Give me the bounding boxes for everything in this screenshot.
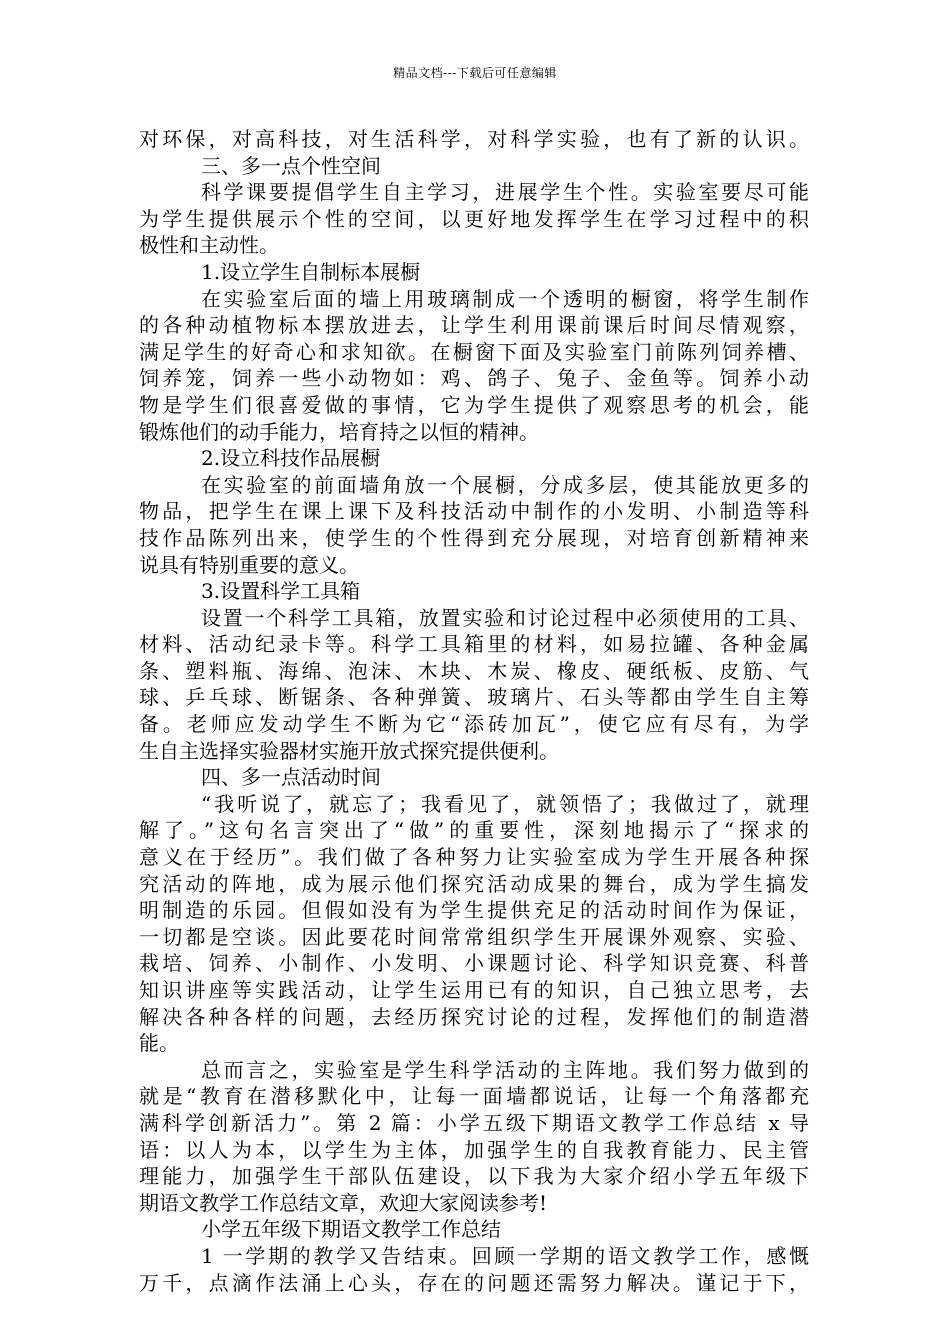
text-line: 1 一学期的教学又告结束。回顾一学期的语文教学工作，感慨	[201, 1243, 809, 1268]
text-line: 总而言之，实验室是学生科学活动的主阵地。我们努力做到的	[201, 1057, 809, 1082]
document-body	[139, 126, 809, 1296]
text-line: 球、乒乓球、断锯条、各种弹簧、玻璃片、石头等都由学生自主筹	[139, 685, 809, 710]
text-line: 在实验室后面的墙上用玻璃制成一个透明的橱窗，将学生制作	[201, 286, 809, 311]
text-line: 满科学创新活力”。第 2 篇：小学五级下期语文教学工作总结 x 导	[139, 1110, 809, 1135]
text-line: 生自主选择实验器材实施开放式探究提供便利。	[139, 738, 559, 763]
text-line: 期语文教学工作总结文章，欢迎大家阅读参考!	[139, 1190, 548, 1215]
text-line: 解了。”这句名言突出了“做”的重要性，深刻地揭示了“探求的	[139, 818, 809, 843]
text-line: 解决各种各样的问题，去经历探究讨论的过程，发挥他们的制造潜	[139, 1004, 809, 1029]
text-line: 能。	[139, 1031, 179, 1056]
text-line: 满足学生的好奇心和求知欲。在橱窗下面及实验室门前陈列饲养槽、	[139, 339, 809, 364]
text-line: 1.设立学生自制标本展橱	[201, 259, 421, 284]
text-line: 理能力，加强学生干部队伍建设，以下我为大家介绍小学五年级下	[139, 1164, 809, 1189]
text-line: 说具有特别重要的意义。	[139, 552, 359, 577]
text-line: 物是学生们很喜爱做的事情，它为学生提供了观察思考的机会，能	[139, 392, 809, 417]
text-line: 技作品陈列出来，使学生的个性得到充分展现，对培育创新精神来	[139, 525, 809, 550]
text-line: 饲养笼，饲养一些小动物如：鸡、鸽子、兔子、金鱼等。饲养小动	[139, 366, 809, 391]
text-line: 的各种动植物标本摆放进去，让学生利用课前课后时间尽情观察，	[139, 313, 809, 338]
text-line: 明制造的乐园。但假如没有为学生提供充足的活动时间作为保证，	[139, 898, 809, 923]
text-line: “我听说了，就忘了；我看见了，就领悟了；我做过了，就理	[201, 791, 809, 816]
text-line: 知识讲座等实践活动，让学生运用已有的知识，自己独立思考，去	[139, 978, 809, 1002]
text-line: 科学课要提倡学生自主学习，进展学生个性。实验室要尽可能	[201, 180, 809, 205]
text-line: 三、多一点个性空间	[201, 153, 381, 178]
text-line: 就是“教育在潜移默化中，让每一面墙都说话，让每一个角落都充	[139, 1084, 809, 1109]
text-line: 2.设立科技作品展橱	[201, 446, 381, 471]
text-line: 备。老师应发动学生不断为它“添砖加瓦”，使它应有尽有，为学	[139, 712, 809, 737]
text-line: 锻炼他们的动手能力，培育持之以恒的精神。	[139, 419, 539, 444]
text-line: 材料、活动纪录卡等。科学工具箱里的材料，如易拉罐、各种金属	[139, 632, 809, 657]
text-line: 极性和主动性。	[139, 233, 279, 258]
text-line: 小学五年级下期语文教学工作总结	[201, 1217, 501, 1242]
text-line: 语：以人为本，以学生为主体，加强学生的自我教育能力、民主管	[139, 1137, 809, 1162]
text-line: 条、塑料瓶、海绵、泡沫、木块、木炭、橡皮、硬纸板、皮筋、气	[139, 658, 809, 683]
text-line: 为学生提供展示个性的空间，以更好地发挥学生在学习过程中的积	[139, 206, 809, 231]
text-line: 对环保，对高科技，对生活科学，对科学实验，也有了新的认识。	[139, 127, 809, 151]
text-line: 一切都是空谈。因此要花时间常常组织学生开展课外观察、实验、	[139, 924, 809, 949]
text-line: 万千，点滴作法涌上心头，存在的问题还需努力解决。谨记于下，	[139, 1270, 809, 1295]
text-line: 栽培、饲养、小制作、小发明、小课题讨论、科学知识竞赛、科普	[139, 951, 809, 976]
text-line: 在实验室的前面墙角放一个展橱，分成多层，使其能放更多的	[201, 472, 809, 497]
text-line: 四、多一点活动时间	[201, 765, 381, 790]
text-line: 物品，把学生在课上课下及科技活动中制作的小发明、小制造等科	[139, 499, 809, 524]
page-header: 精品文档---下载后可任意编辑	[393, 66, 557, 80]
text-line: 设置一个科学工具箱，放置实验和讨论过程中必须使用的工具、	[201, 605, 809, 630]
text-line: 究活动的阵地，成为展示他们探究活动成果的舞台，成为学生搞发	[139, 871, 809, 896]
text-line: 意义在于经历”。我们做了各种努力让实验室成为学生开展各种探	[139, 845, 809, 870]
text-line: 3.设置科学工具箱	[201, 579, 361, 604]
